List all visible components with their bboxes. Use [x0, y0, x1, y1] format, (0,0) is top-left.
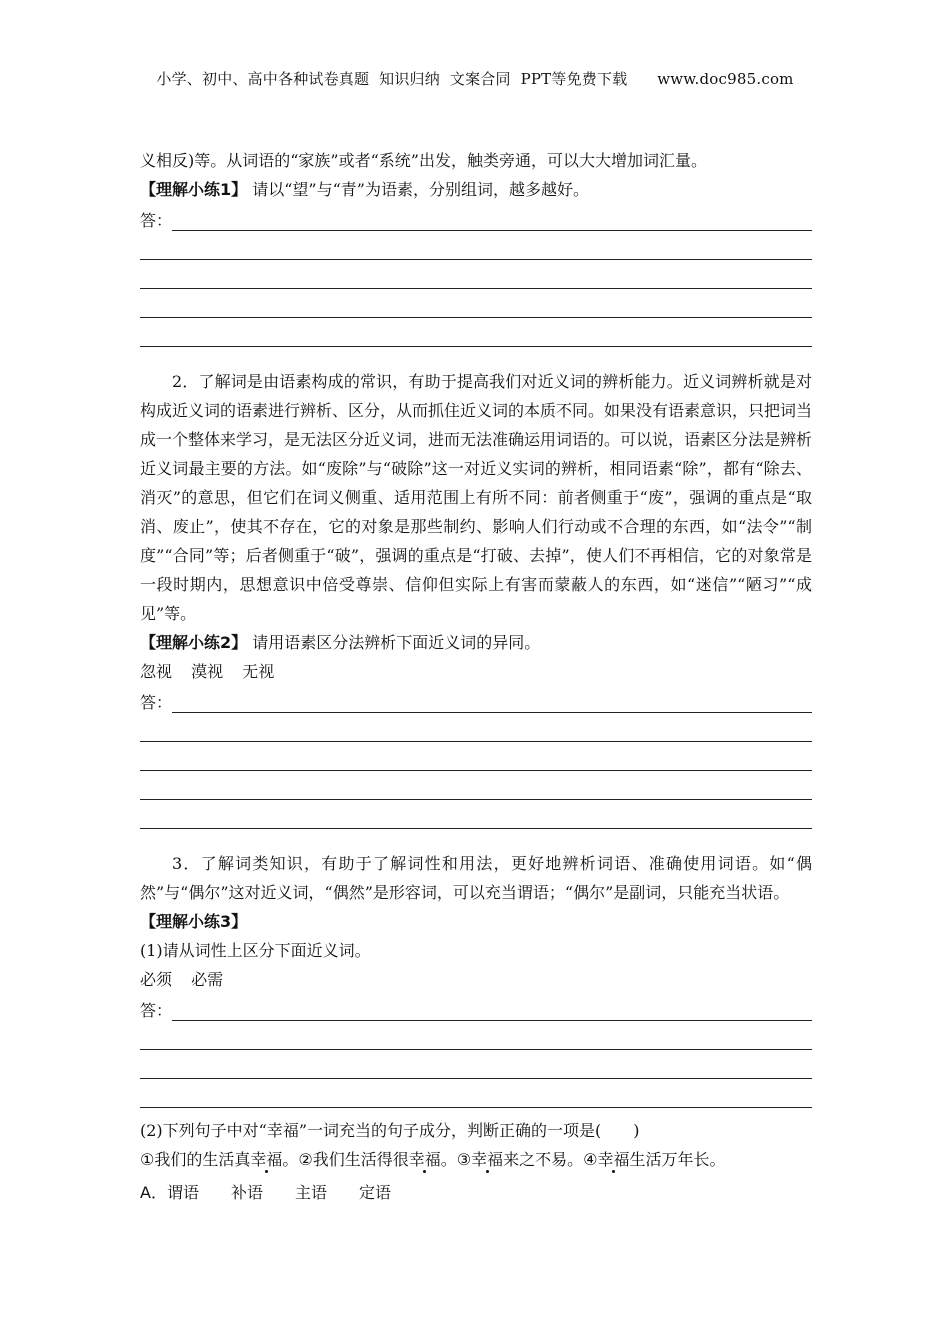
exercise-3-label: 【理解小练3】 [140, 912, 248, 931]
option-a[interactable] [140, 1178, 812, 1207]
exercise-3-answer-area[interactable] [140, 996, 812, 1112]
exercise-3-q1: (1)请从词性上区分下面近义词。 [140, 941, 371, 960]
answer-line[interactable] [140, 206, 812, 235]
section-3-paragraph: 3．了解词类知识，有助于了解词性和用法，更好地辨析词语、准确使用词语。如“偶然”与“偶尔”这对近义词，“偶然”是形容词，可以充当谓语；“偶尔”是副词，只能充当状语。 [140, 854, 812, 902]
answer-line[interactable] [140, 1054, 812, 1083]
option-item: 谓语 [166, 1183, 199, 1202]
word-item: 忽视 [140, 662, 173, 681]
emphasis-mark: 幸福 [597, 1150, 630, 1169]
answer-line[interactable] [140, 688, 812, 717]
answer-line[interactable] [140, 293, 812, 322]
option-item: 主语 [294, 1183, 327, 1202]
answer-label: 答： [140, 211, 173, 230]
exercise-2-label: 【理解小练2】 [140, 633, 248, 652]
word-item: 无视 [242, 662, 275, 681]
exercise-3-sentences [140, 1145, 812, 1174]
sentence-1: ①我们的生活真幸福。 [140, 1150, 299, 1169]
answer-line[interactable] [140, 717, 812, 746]
answer-line[interactable] [140, 746, 812, 775]
emphasis-mark: 幸福 [471, 1150, 504, 1169]
answer-line[interactable] [140, 1083, 812, 1112]
answer-line[interactable] [140, 996, 812, 1025]
exercise-1 [140, 175, 812, 204]
sentence-3: ③幸福来之不易。 [456, 1150, 584, 1169]
option-letter: A． [140, 1183, 167, 1202]
answer-line[interactable] [140, 264, 812, 293]
sentence-2: ②我们生活得很幸福。 [298, 1150, 457, 1169]
option-item: 补语 [230, 1183, 263, 1202]
answer-label: 答： [140, 693, 173, 712]
answer-line[interactable] [140, 235, 812, 264]
sentence-4: ④幸福生活万年长。 [583, 1150, 726, 1169]
exercise-3-q1-words [140, 965, 812, 994]
answer-line[interactable] [140, 775, 812, 804]
word-item: 必需 [191, 970, 224, 989]
exercise-2 [140, 628, 812, 657]
exercise-1-answer-area[interactable] [140, 206, 812, 351]
page-header: 小学、初中、高中各种试卷真题 知识归纳 文案合同 PPT等免费下载 www.doc985.com [156, 70, 794, 88]
exercise-3-q2: (2)下列句子中对“幸福”一词充当的句子成分，判断正确的一项是( ) [140, 1121, 640, 1140]
answer-line[interactable] [140, 1025, 812, 1054]
answer-line[interactable] [140, 322, 812, 351]
word-item: 必须 [140, 970, 173, 989]
word-item: 漠视 [191, 662, 224, 681]
document-body [140, 146, 812, 1207]
exercise-2-prompt: 请用语素区分法辨析下面近义词的异同。 [252, 633, 541, 652]
option-item: 定语 [359, 1183, 392, 1202]
exercise-1-prompt: 请以“望”与“青”为语素，分别组词，越多越好。 [252, 180, 589, 199]
answer-line[interactable] [140, 804, 812, 833]
exercise-1-label: 【理解小练1】 [140, 180, 248, 199]
emphasis-mark: 幸福 [408, 1150, 441, 1169]
exercise-2-words [140, 657, 812, 686]
continuation-text: 义相反)等。从词语的“家族”或者“系统”出发，触类旁通，可以大大增加词汇量。 [140, 151, 707, 170]
answer-label: 答： [140, 1001, 173, 1020]
exercise-2-answer-area[interactable] [140, 688, 812, 833]
section-2-paragraph: 2．了解词是由语素构成的常识，有助于提高我们对近义词的辨析能力。近义词辨析就是对构成近义词的语素进行辨析、区分，从而抓住近义词的本质不同。如果没有语素意识，只把词当成一个整体来学习，是无法区分近义词，进而无法准确运用词语的。可以说，语素区分法是辨析近义词最主要的方法。如“废除”与“破除”这一对近义实词的辨析，相同语素“除”，都有“除去、消灭”的意思，但它们在词义侧重、适用范围上有所不同：前者侧重于“废”，强调的重点是“取消、废止”，使其不存在，它的对象是那些制约、影响人们行动或不合理的东西，如“法令”“制度”“合同”等；后者侧重于“破”，强调的重点是“打破、去掉”，使人们不再相信，它的对象常是一段时期内，思想意识中倍受尊崇、信仰但实际上有害而蒙蔽人的东西，如“迷信”“陋习”“成见”等。 [140, 372, 813, 623]
emphasis-mark: 幸福 [250, 1150, 283, 1169]
